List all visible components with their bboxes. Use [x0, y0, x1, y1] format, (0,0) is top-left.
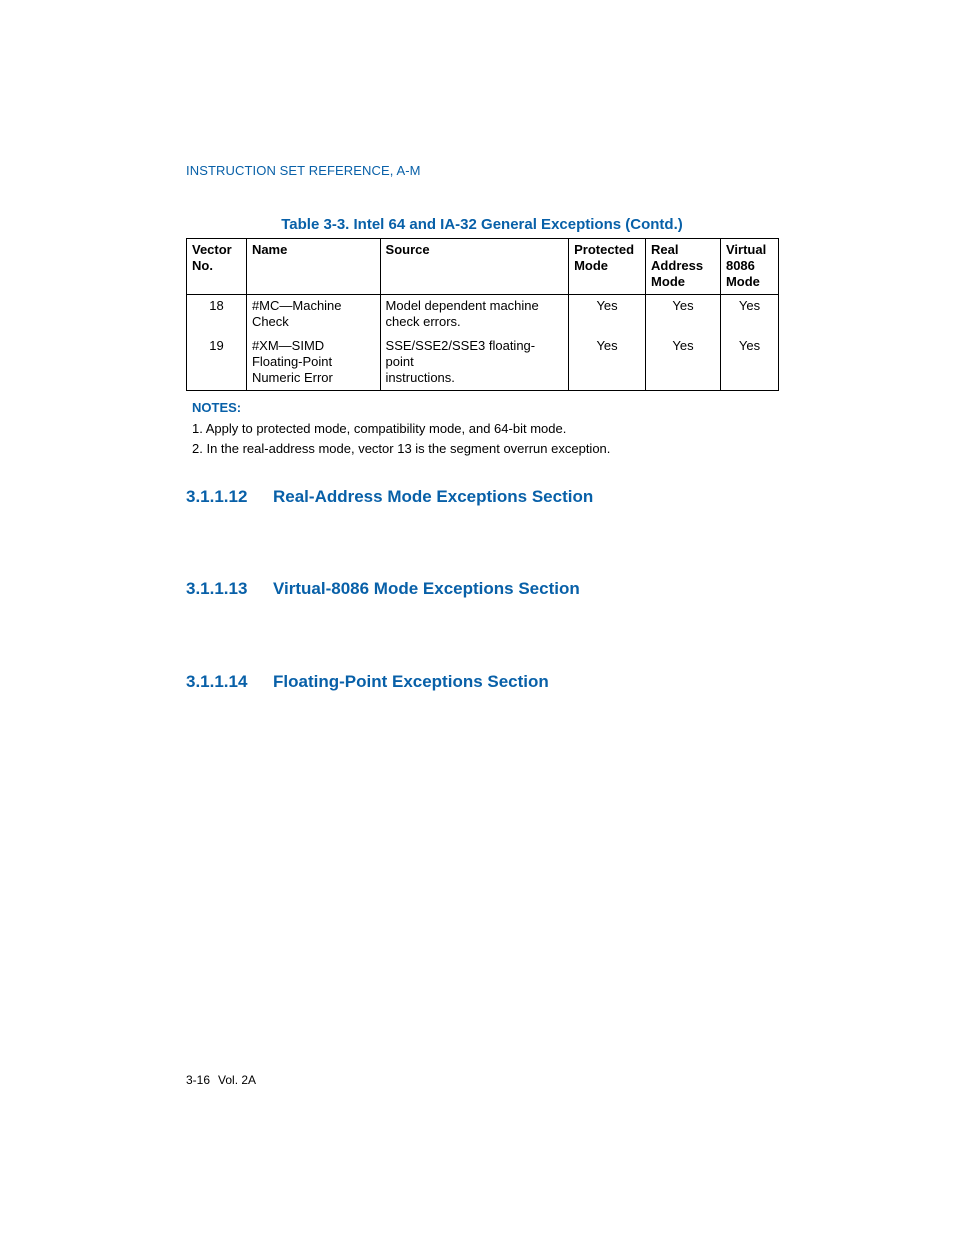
section-heading-floating-point [186, 672, 549, 692]
cell-name: #MC—Machine Check [246, 295, 380, 331]
table-title: Table 3-3. Intel 64 and IA-32 General Exceptions (Contd.) [281, 216, 683, 233]
section-number: 3.1.1.14 [186, 672, 248, 691]
section-title: Real-Address Mode Exceptions Section [273, 487, 594, 506]
volume-label: Vol. 2A [218, 1073, 257, 1087]
col-header-source: Source [380, 239, 569, 295]
section-title: Floating-Point Exceptions Section [273, 672, 549, 691]
table-row [187, 330, 779, 391]
section-title: Virtual-8086 Mode Exceptions Section [273, 579, 580, 598]
note-item: 1. Apply to protected mode, compatibility mode, and 64-bit mode. [192, 421, 567, 436]
note-item: 2. In the real-address mode, vector 13 is the segment overrun exception. [192, 441, 611, 456]
section-number: 3.1.1.13 [186, 579, 248, 598]
table-header-row [187, 239, 779, 295]
cell-virtual-8086-mode: Yes [720, 295, 778, 331]
col-header-protected-mode: Protected Mode [569, 239, 646, 295]
cell-protected-mode: Yes [569, 330, 646, 391]
table-row [187, 295, 779, 331]
cell-vector: 18 [187, 295, 247, 331]
notes-label: NOTES: [192, 400, 242, 415]
page-footer [186, 1073, 256, 1087]
page-number: 3-16 [186, 1073, 211, 1087]
col-header-vector: Vector No. [187, 239, 247, 295]
section-heading-virtual-8086 [186, 579, 580, 599]
cell-source: Model dependent machine check errors. [380, 295, 569, 331]
section-number: 3.1.1.12 [186, 487, 248, 506]
cell-virtual-8086-mode: Yes [720, 330, 778, 391]
exceptions-table [186, 238, 779, 391]
cell-real-address-mode: Yes [646, 295, 721, 331]
cell-real-address-mode: Yes [646, 330, 721, 391]
cell-name: #XM—SIMD Floating-Point Numeric Error [246, 330, 380, 391]
running-header: INSTRUCTION SET REFERENCE, A-M [186, 163, 421, 178]
cell-vector: 19 [187, 330, 247, 391]
col-header-real-address-mode: Real Address Mode [646, 239, 721, 295]
col-header-virtual-8086-mode: Virtual 8086 Mode [720, 239, 778, 295]
col-header-name: Name [246, 239, 380, 295]
cell-protected-mode: Yes [569, 295, 646, 331]
cell-source: SSE/SSE2/SSE3 floating-point instructions. [380, 330, 569, 391]
section-heading-real-address [186, 487, 593, 507]
table-notes [192, 400, 610, 459]
